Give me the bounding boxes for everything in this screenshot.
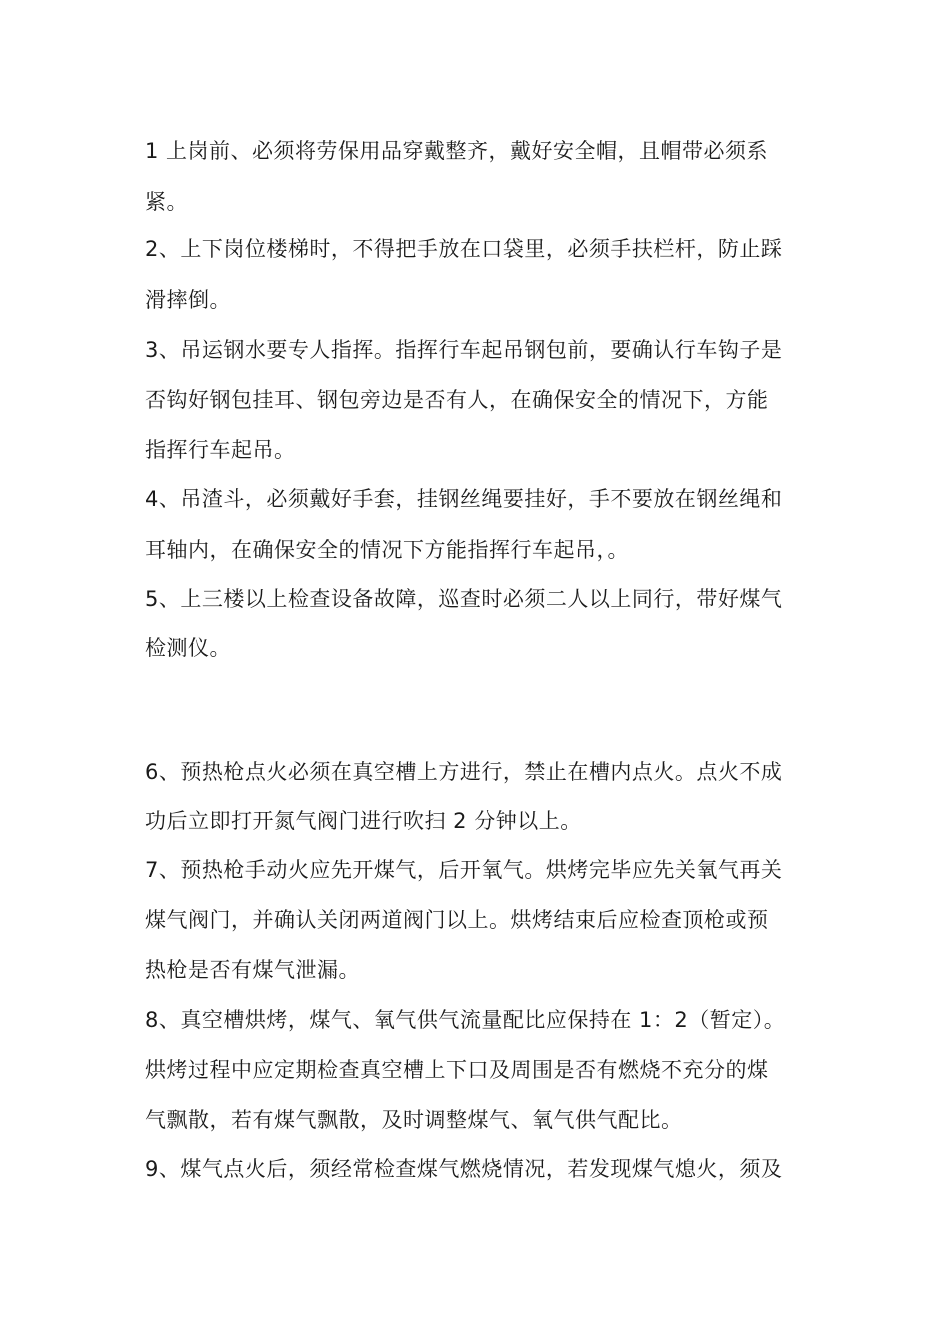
text-line: 9、煤气点火后，须经常检查煤气燃烧情况，若发现煤气熄火，须及 (145, 1157, 783, 1181)
text-line: 检测仪。 (145, 636, 231, 660)
text-line: 功后立即打开氮气阀门进行吹扫 2 分钟以上。 (145, 809, 582, 833)
text-line: 气飘散，若有煤气飘散，及时调整煤气、氧气供气配比。 (145, 1108, 683, 1132)
text-line: 2、上下岗位楼梯时，不得把手放在口袋里，必须手扶栏杆，防止踩 (145, 237, 783, 261)
text-line: 3、吊运钢水要专人指挥。指挥行车起吊钢包前，要确认行车钩子是 (145, 338, 783, 362)
text-line: 烘烤过程中应定期检查真空槽上下口及周围是否有燃烧不充分的煤 (145, 1058, 769, 1082)
text-line: 8、真空槽烘烤，煤气、氧气供气流量配比应保持在 1：2（暂定）。 (145, 1008, 786, 1032)
text-line: 1 上岗前、必须将劳保用品穿戴整齐，戴好安全帽，且帽带必须系 (145, 139, 769, 163)
text-line: 耳轴内，在确保安全的情况下方能指挥行车起吊，。 (145, 538, 629, 562)
text-line: 热枪是否有煤气泄漏。 (145, 958, 360, 982)
text-line: 否钩好钢包挂耳、钢包旁边是否有人，在确保安全的情况下，方能 (145, 388, 769, 412)
text-line: 紧。 (145, 190, 188, 214)
text-line: 6、预热枪点火必须在真空槽上方进行，禁止在槽内点火。点火不成 (145, 760, 783, 784)
text-line: 滑摔倒。 (145, 288, 231, 312)
text-line: 5、上三楼以上检查设备故障，巡查时必须二人以上同行，带好煤气 (145, 587, 783, 611)
text-line: 7、预热枪手动火应先开煤气，后开氧气。烘烤完毕应先关氧气再关 (145, 858, 783, 882)
text-line: 4、吊渣斗，必须戴好手套，挂钢丝绳要挂好，手不要放在钢丝绳和 (145, 487, 783, 511)
text-line: 指挥行车起吊。 (145, 438, 296, 462)
text-line: 煤气阀门，并确认关闭两道阀门以上。烘烤结束后应检查顶枪或预 (145, 908, 769, 932)
